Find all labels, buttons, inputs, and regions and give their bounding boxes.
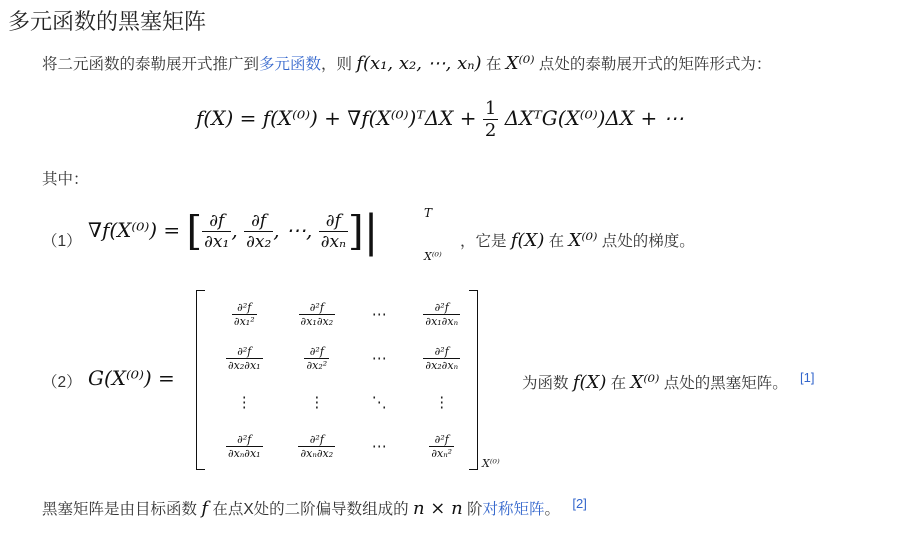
second-partial-fraction: [232, 301, 257, 328]
multivariate-function-link[interactable]: 多元函数: [259, 56, 322, 73]
matrix-dots: ⋮: [434, 392, 450, 411]
matrix-cell: [281, 424, 354, 468]
matrix-cell: [353, 424, 405, 468]
partial-xn-num: ∂f: [319, 211, 348, 232]
item1-label: （1）: [42, 233, 82, 250]
fraction-numerator: ∂²f: [232, 301, 257, 315]
intro-math-point: X⁽⁰⁾: [505, 53, 535, 74]
fraction-denominator: ∂x₁²: [233, 314, 255, 328]
second-partial-fraction: [423, 301, 460, 328]
matrix-cell: [353, 380, 405, 424]
intro-text-before: 将二元函数的泰勒展开式推广到: [42, 56, 260, 73]
hessian-matrix: [196, 290, 478, 470]
item2-math-x0: X⁽⁰⁾: [630, 372, 660, 393]
fraction-denominator: ∂x₁∂x₂: [300, 314, 334, 328]
gradient-eval-sub: X⁽⁰⁾: [424, 250, 442, 263]
item1-text-a: ，它是: [460, 233, 507, 250]
evaluation-bar: |: [363, 206, 379, 257]
partial-x1-num: ∂f: [202, 211, 231, 232]
item2-math-fx: f(X): [572, 372, 607, 393]
fraction-numerator: ∂²f: [226, 345, 263, 359]
conclusion-text-c: 阶: [467, 501, 483, 518]
symmetric-matrix-link[interactable]: 对称矩阵: [482, 501, 545, 518]
where-label: 其中：: [42, 171, 89, 188]
intro-text-mid: ，则: [321, 56, 353, 73]
matrix-dots: ⋯: [371, 304, 387, 323]
matrix-cell: [405, 380, 478, 424]
fraction-denominator: ∂x₂∂xₙ: [425, 358, 459, 372]
matrix-cell: [281, 336, 354, 380]
hessian-matrix-table: [208, 292, 478, 468]
second-partial-fraction: [304, 345, 329, 372]
matrix-row: [208, 292, 478, 336]
matrix-cell: [208, 292, 281, 336]
matrix-dots: ⋮: [236, 392, 252, 411]
matrix-cell: [281, 380, 354, 424]
fraction-denominator: ∂xₙ∂x₁: [227, 446, 261, 460]
fraction-numerator: ∂²f: [423, 345, 460, 359]
second-partial-fraction: [226, 433, 263, 460]
hessian-lhs: G(X⁽⁰⁾) =: [88, 366, 175, 390]
expansion-rhs: ΔXᵀG(X⁽⁰⁾)ΔX + ⋯: [504, 106, 684, 130]
second-partial-fraction: [429, 433, 454, 460]
partial-x1-fraction: [202, 211, 231, 252]
fraction-denominator: ∂x₁∂xₙ: [425, 314, 459, 328]
taylor-expansion-formula: [196, 98, 684, 141]
item2-text-b: 在: [610, 375, 627, 392]
matrix-cell: [281, 292, 354, 336]
fraction-denominator: ∂x₂²: [306, 358, 328, 372]
gradient-lhs: ∇f(X⁽⁰⁾) =: [88, 218, 181, 242]
second-partial-fraction: [423, 345, 460, 372]
partial-xn-den: ∂xₙ: [320, 232, 346, 252]
gradient-transpose-sup: T: [424, 206, 433, 220]
item2-text-a: 为函数: [522, 375, 569, 392]
second-partial-fraction: [298, 433, 335, 460]
matrix-cell: [405, 336, 478, 380]
page-title: 多元函数的黑塞矩阵: [8, 9, 207, 34]
half-denominator: 2: [484, 120, 497, 141]
item2-text-c: 点处的黑塞矩阵。: [663, 375, 788, 392]
second-partial-fraction: [299, 301, 336, 328]
matrix-row: [208, 380, 478, 424]
matrix-cell: [208, 424, 281, 468]
citation-2-link[interactable]: [2]: [572, 496, 587, 511]
item1-math-x0: X⁽⁰⁾: [568, 230, 598, 251]
item1-text-b: 在: [548, 233, 565, 250]
partial-x2-den: ∂x₂: [246, 232, 272, 252]
partial-x2-num: ∂f: [244, 211, 273, 232]
fraction-denominator: ∂xₙ²: [431, 446, 453, 460]
matrix-cell: [208, 336, 281, 380]
matrix-row: [208, 336, 478, 380]
conclusion-text-d: 。: [544, 501, 561, 518]
item2-label: （2）: [42, 374, 82, 391]
intro-text-at: 在: [485, 56, 502, 73]
matrix-row: [208, 424, 478, 468]
left-bracket: [: [186, 208, 203, 255]
conclusion-text-a: 黑塞矩阵是由目标函数: [42, 501, 198, 518]
item2-description: [522, 370, 814, 393]
intro-paragraph: [42, 52, 771, 74]
expansion-lhs: f(X) = f(X⁽⁰⁾) + ∇f(X⁽⁰⁾)ᵀΔX +: [196, 106, 477, 130]
fraction-numerator: ∂²f: [304, 345, 329, 359]
fraction-numerator: ∂²f: [423, 301, 460, 315]
matrix-cell: [405, 292, 478, 336]
gradient-formula: ∇f(X⁽⁰⁾) = [ $\frac{\partial f}{\text{∂x₁}}$ , $\frac{\partial f}{\text{∂x₂}}$ , ⋯, $\frac{\partial f}{\text{∂xₙ}}$ ]|: [88, 206, 379, 257]
fraction-numerator: ∂²f: [226, 433, 263, 447]
item1-text-c: 点处的梯度。: [601, 233, 695, 250]
right-bracket: ]: [347, 208, 364, 255]
fraction-denominator: ∂x₂∂x₁: [227, 358, 261, 372]
half-numerator: 1: [484, 98, 497, 119]
item1-description: [460, 229, 695, 251]
hessian-eval-sub: X⁽⁰⁾: [482, 457, 500, 470]
matrix-dots: ⋯: [371, 436, 387, 455]
gradient-dots: ⋯: [285, 218, 306, 242]
matrix-left-bracket: [196, 290, 205, 470]
matrix-dots: ⋯: [371, 348, 387, 367]
fraction-numerator: ∂²f: [299, 301, 336, 315]
matrix-dots: ⋱: [371, 392, 387, 411]
item1-math-fx: f(X): [510, 230, 545, 251]
partial-x2-fraction: [244, 211, 273, 252]
matrix-cell: [353, 292, 405, 336]
fraction-numerator: ∂²f: [298, 433, 335, 447]
partial-x1-den: ∂x₁: [204, 232, 230, 252]
fraction-denominator: ∂xₙ∂x₂: [300, 446, 334, 460]
conclusion-paragraph: [42, 496, 587, 519]
one-half-fraction: [483, 98, 498, 141]
second-partial-fraction: [226, 345, 263, 372]
partial-xn-fraction: [319, 211, 348, 252]
matrix-cell: [353, 336, 405, 380]
conclusion-math-nn: n × n: [412, 498, 463, 519]
intro-math-f: f(x₁, x₂, ⋯, xₙ): [356, 53, 482, 74]
conclusion-math-f: f: [201, 498, 208, 519]
matrix-cell: [405, 424, 478, 468]
matrix-dots: ⋮: [309, 392, 325, 411]
citation-1-link[interactable]: [1]: [800, 370, 815, 385]
fraction-numerator: ∂²f: [429, 433, 454, 447]
intro-text-after: 点处的泰勒展开式的矩阵形式为：: [538, 56, 772, 73]
matrix-cell: [208, 380, 281, 424]
conclusion-text-b: 在点X处的二阶偏导数组成的: [212, 501, 409, 518]
